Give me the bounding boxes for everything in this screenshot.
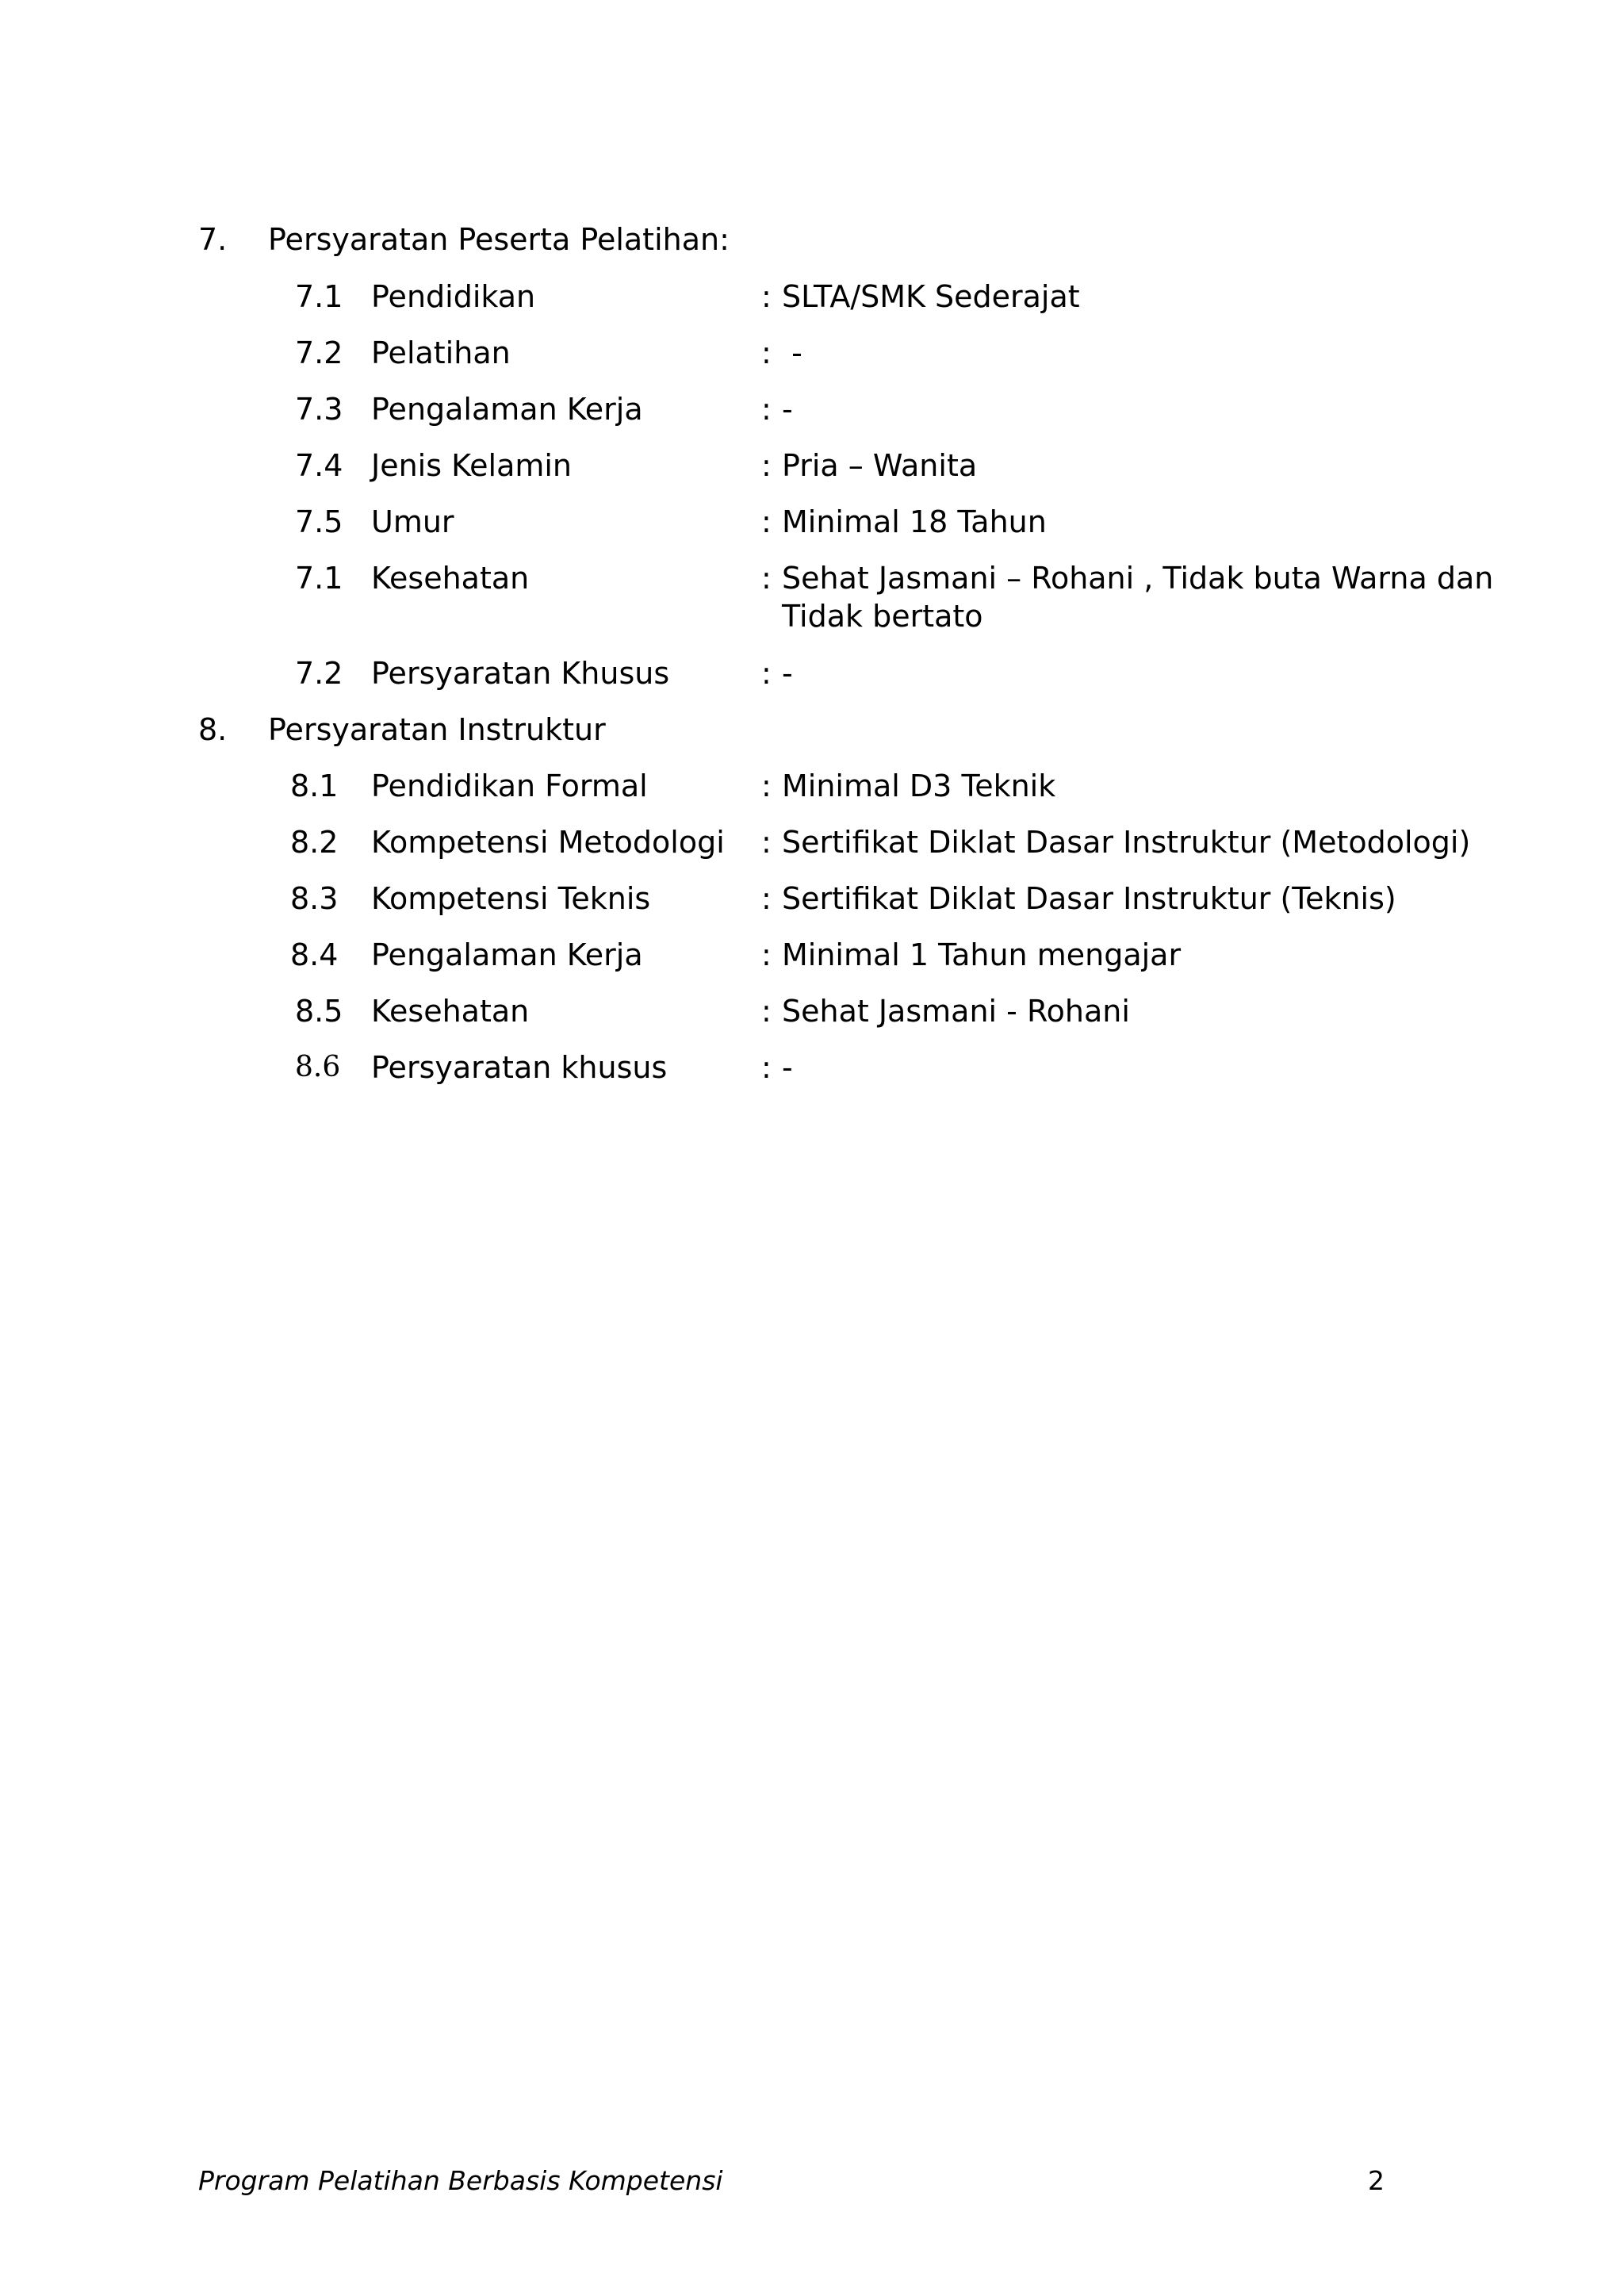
requirement-row — [0, 936, 1624, 974]
item-label: Persyaratan khusus — [371, 1050, 668, 1085]
requirement-row — [0, 447, 1624, 485]
item-colon: : — [761, 656, 772, 691]
item-colon: : — [761, 881, 772, 916]
item-value: - — [782, 392, 793, 427]
item-label: Jenis Kelamin — [371, 448, 573, 483]
item-number: 7.1 — [295, 279, 343, 314]
item-colon: : — [761, 392, 772, 427]
item-value: Sertifikat Diklat Dasar Instruktur (Teknis) — [782, 881, 1396, 916]
item-value: Sertifikat Diklat Dasar Instruktur (Metodologi) — [782, 825, 1471, 860]
item-value: - — [782, 335, 802, 370]
item-colon: : — [761, 769, 772, 803]
item-colon: : — [761, 279, 772, 314]
requirement-row — [0, 767, 1624, 805]
item-number: 8.3 — [290, 881, 339, 916]
item-number: 7.3 — [295, 392, 343, 427]
item-number: 8.1 — [290, 769, 339, 803]
item-value: Minimal 1 Tahun mengajar — [782, 937, 1182, 972]
section-number: 8. — [198, 712, 228, 747]
requirement-row — [0, 559, 1624, 638]
item-value: Minimal D3 Teknik — [782, 769, 1056, 803]
item-colon: : — [761, 335, 772, 370]
item-label: Pelatihan — [371, 335, 511, 370]
item-value: Sehat Jasmani – Rohani , Tidak buta Warna dan Tidak bertato — [782, 561, 1494, 634]
item-label: Umur — [371, 504, 454, 539]
requirement-row — [0, 278, 1624, 316]
item-label: Kesehatan — [371, 561, 530, 596]
item-number: 8.6 — [295, 1051, 341, 1083]
item-number: 8.5 — [295, 994, 343, 1029]
item-label: Pengalaman Kerja — [371, 392, 643, 427]
footer-title: Program Pelatihan Berbasis Kompetensi — [198, 2165, 723, 2196]
requirement-row — [0, 1048, 1624, 1087]
item-label: Pengalaman Kerja — [371, 937, 643, 972]
requirement-row — [0, 390, 1624, 428]
item-label: Persyaratan Khusus — [371, 656, 670, 691]
requirement-row — [0, 880, 1624, 918]
item-label: Pendidikan — [371, 279, 536, 314]
item-value: Pria – Wanita — [782, 448, 978, 483]
section-title: Persyaratan Peserta Pelatihan: — [268, 222, 730, 257]
item-number: 7.2 — [295, 335, 343, 370]
item-colon: : — [761, 448, 772, 483]
requirement-row — [0, 823, 1624, 861]
item-value: - — [782, 1050, 793, 1085]
item-colon: : — [761, 1050, 772, 1085]
item-number: 7.4 — [295, 448, 343, 483]
item-value: Minimal 18 Tahun — [782, 504, 1047, 539]
item-colon: : — [761, 937, 772, 972]
item-colon: : — [761, 504, 772, 539]
item-number: 7.2 — [295, 656, 343, 691]
item-value: Sehat Jasmani - Rohani — [782, 994, 1130, 1029]
item-label: Kompetensi Teknis — [371, 881, 651, 916]
item-colon: : — [761, 825, 772, 860]
page-number: 2 — [1368, 2165, 1385, 2196]
item-number: 8.2 — [290, 825, 339, 860]
item-value: - — [782, 656, 793, 691]
item-number: 7.5 — [295, 504, 343, 539]
section-title: Persyaratan Instruktur — [268, 712, 606, 747]
item-number: 8.4 — [290, 937, 339, 972]
requirement-row — [0, 334, 1624, 372]
item-label: Kesehatan — [371, 994, 530, 1029]
item-label: Kompetensi Metodologi — [371, 825, 725, 860]
section-number: 7. — [198, 222, 228, 257]
requirement-row — [0, 503, 1624, 541]
item-colon: : — [761, 994, 772, 1029]
item-colon: : — [761, 561, 772, 596]
item-number: 7.1 — [295, 561, 343, 596]
requirement-row — [0, 992, 1624, 1030]
requirement-row — [0, 654, 1624, 692]
item-value: SLTA/SMK Sederajat — [782, 279, 1080, 314]
item-label: Pendidikan Formal — [371, 769, 648, 803]
